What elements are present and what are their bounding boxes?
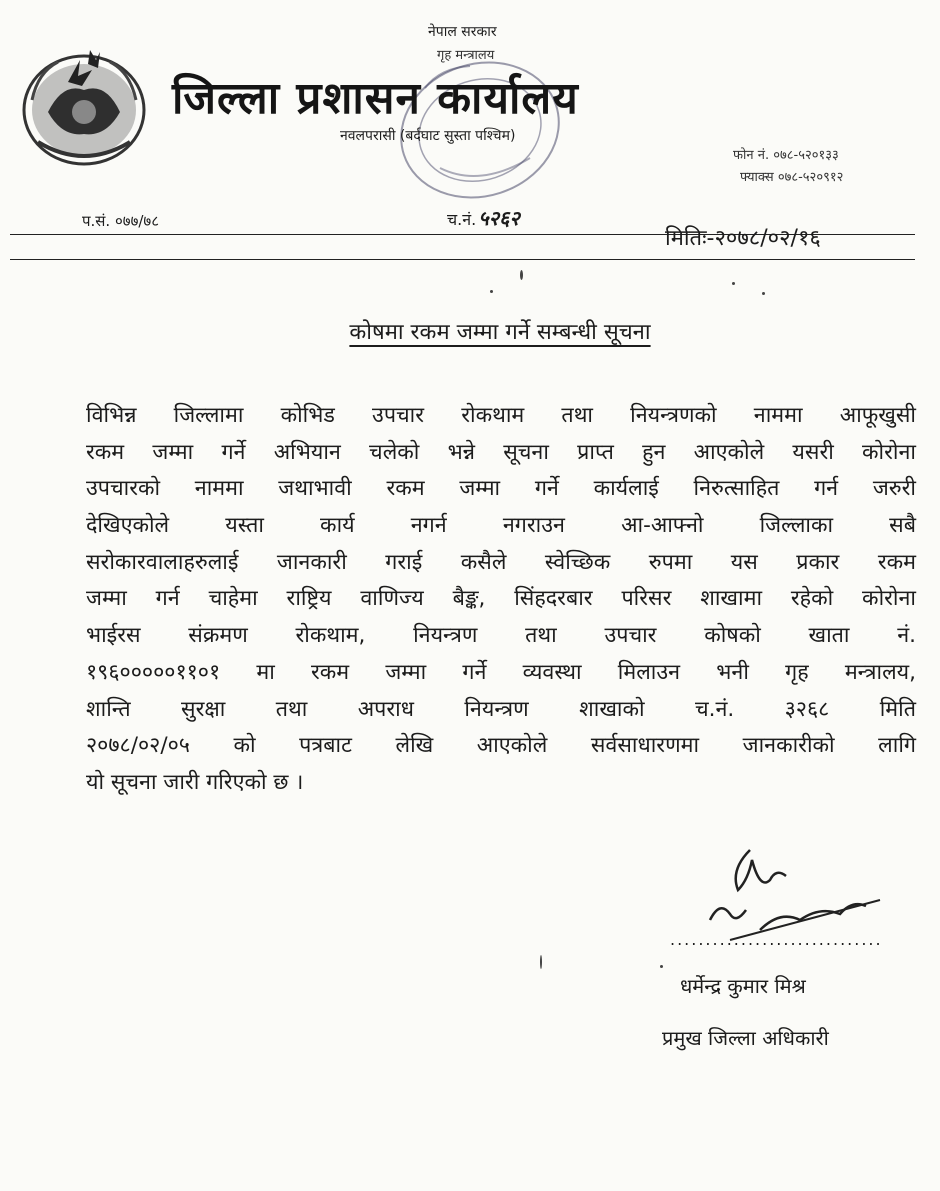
government-name: नेपाल सरकार <box>428 24 497 40</box>
letter-date: मितिः-२०७८/०२/१६ <box>665 226 821 251</box>
body-line: १९६०००००११०१ मा रकम जम्मा गर्ने व्यवस्था मिलाउन भनी गृह मन्त्रालय, <box>86 659 916 685</box>
scan-speck <box>732 282 735 285</box>
patra-sankhya: प.सं. ०७७/७८ <box>82 212 160 230</box>
chalani-label: च.नं. <box>447 210 477 229</box>
signer-designation: प्रमुख जिल्ला अधिकारी <box>662 1026 829 1050</box>
scan-speck <box>490 290 493 293</box>
body-line: भाईरस संक्रमण रोकथाम, नियन्त्रण तथा उपचार कोषको खाता नं. <box>86 623 916 649</box>
body-line: जम्मा गर्न चाहेमा राष्ट्रिय वाणिज्य बैङ्क, सिंहदरबार परिसर शाखामा रहेको कोरोना <box>86 586 916 612</box>
scan-speck <box>540 955 542 969</box>
body-line: देखिएकोले यस्ता कार्य नगर्न नगराउन आ-आफ्नो जिल्लाका सबै <box>86 513 916 539</box>
body-line: रकम जम्मा गर्ने अभियान चलेको भन्ने सूचना प्राप्त हुन आएकोले यसरी कोरोना <box>86 439 916 465</box>
body-line: सरोकारवालाहरुलाई जानकारी गराई कसैले स्वेच्छिक रुपमा यस प्रकार रकम <box>86 549 916 575</box>
chalani-number <box>447 204 520 231</box>
scan-speck <box>762 292 765 295</box>
chalani-value: ५२६२ <box>478 206 520 230</box>
phone-number: फोन नं. ०७८-५२०१३३ <box>733 148 839 163</box>
body-line: यो सूचना जारी गरिएको छ । <box>86 769 304 795</box>
body-line: २०७८/०२/०५ को पत्रबाट लेखि आएकोले सर्वसाधारणमा जानकारीको लागि <box>86 733 916 759</box>
office-title: जिल्ला प्रशासन कार्यालय <box>172 73 579 124</box>
letter-subject: कोषमा रकम जम्मा गर्ने सम्बन्धी सूचना <box>349 320 651 345</box>
signer-name: धर्मेन्द्र कुमार मिश्र <box>680 974 806 998</box>
body-line: विभिन्न जिल्लामा कोभिड उपचार रोकथाम तथा नियन्त्रणको नाममा आफूखुसी <box>86 403 916 428</box>
ministry-name: गृह मन्त्रालय <box>437 48 495 63</box>
scan-speck <box>660 965 663 968</box>
nepal-emblem-icon <box>18 42 150 170</box>
body-line: शान्ति सुरक्षा तथा अपराध नियन्त्रण शाखाको च.नं. ३२६८ मिति <box>86 696 916 722</box>
office-address: नवलपरासी (बर्दघाट सुस्ता पश्चिम) <box>340 128 516 144</box>
scan-speck <box>520 270 523 280</box>
body-line: उपचारको नाममा जथाभावी रकम जम्मा गर्ने कार्यलाई निरुत्साहित गर्न जरुरी <box>86 476 916 502</box>
fax-number: फ्याक्स ०७८-५२०९१२ <box>740 170 844 185</box>
signature-line: .............................. <box>670 930 883 949</box>
letter-body <box>86 400 916 804</box>
date-divider <box>10 259 915 260</box>
